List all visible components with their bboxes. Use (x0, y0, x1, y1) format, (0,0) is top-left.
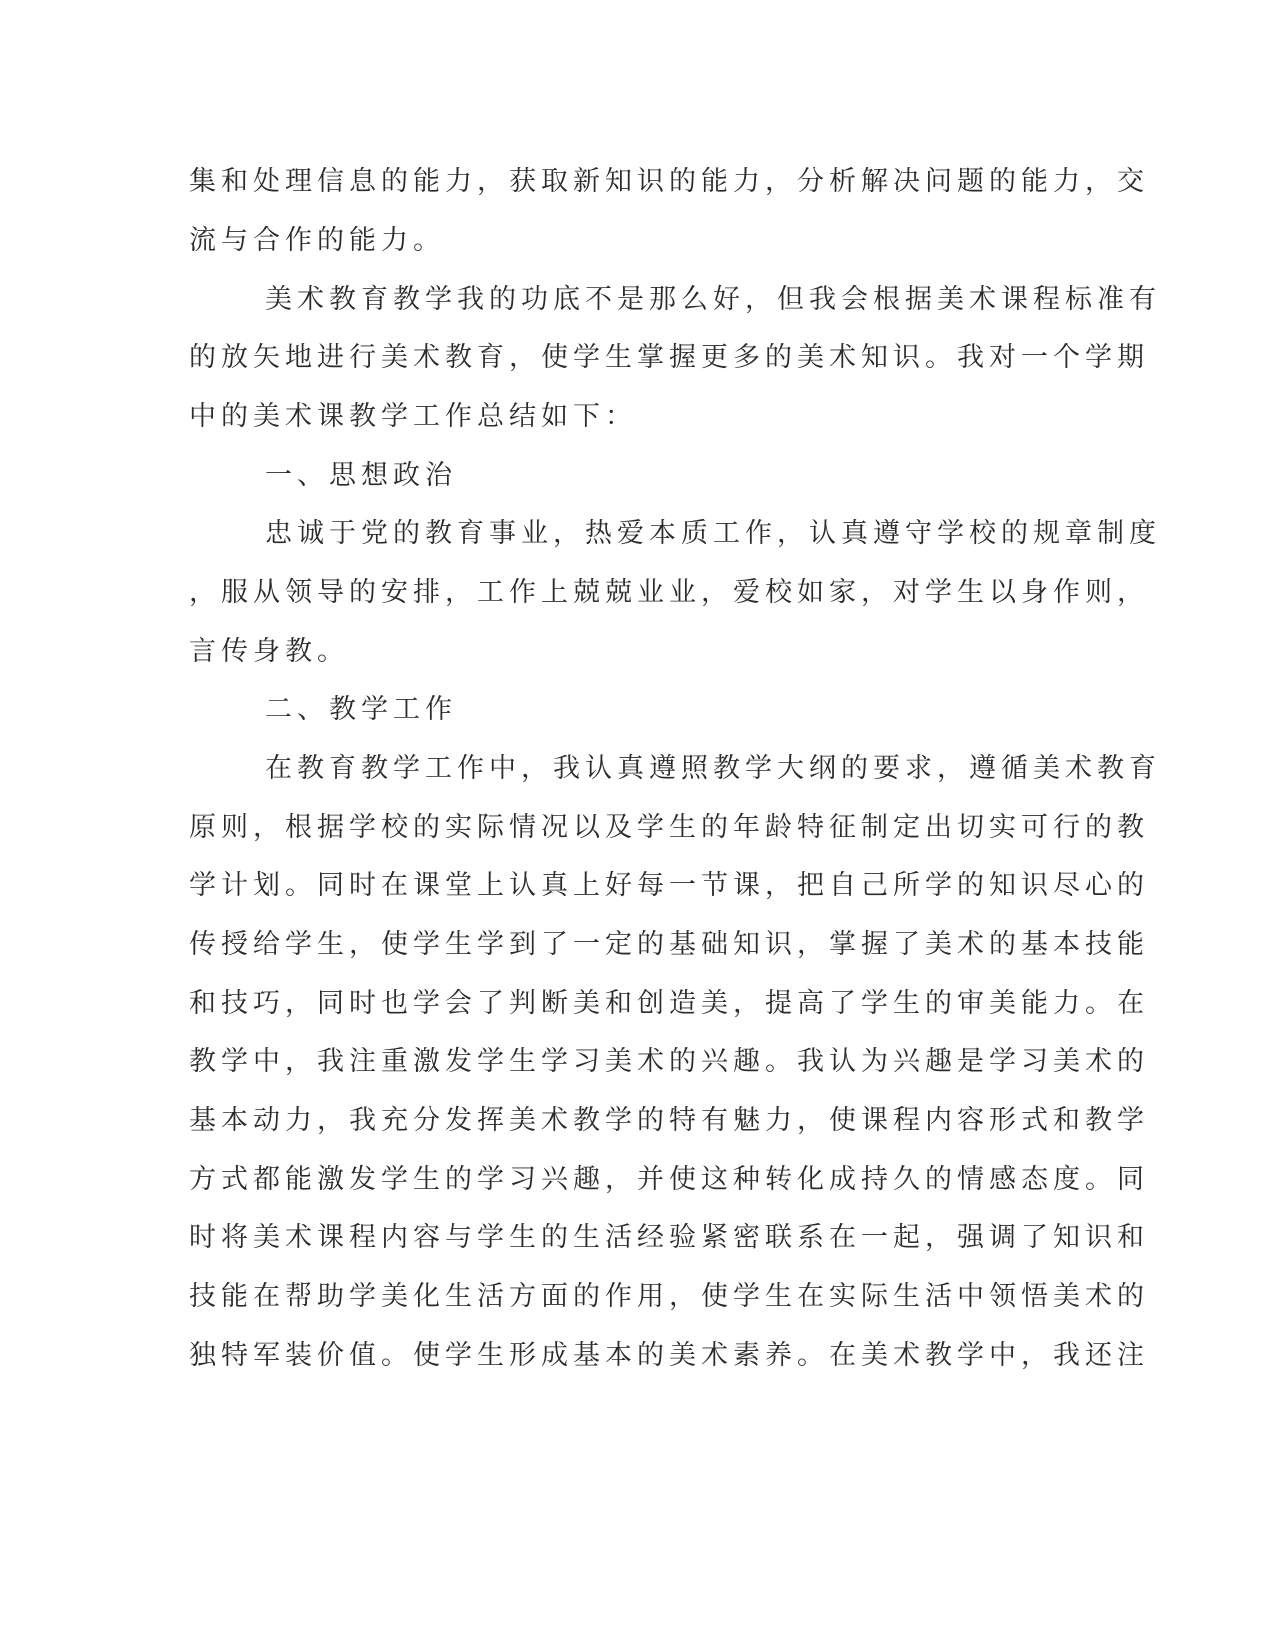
text-line: 中的美术课教学工作总结如下： (189, 401, 637, 432)
text-line: 技能在帮助学美化生活方面的作用，使学生在实际生活中领悟美术的 (189, 1281, 1149, 1312)
text-line: 集和处理信息的能力，获取新知识的能力，分析解决问题的能力，交 (189, 166, 1149, 197)
text-line: 在教育教学工作中，我认真遵照教学大纲的要求，遵循美术教育 (265, 753, 1161, 784)
text-line: 忠诚于党的教育事业，热爱本质工作，认真遵守学校的规章制度 (265, 518, 1161, 549)
text-line: 传授给学生，使学生学到了一定的基础知识，掌握了美术的基本技能 (189, 929, 1149, 960)
text-line: 原则，根据学校的实际情况以及学生的年龄特征制定出切实可行的教 (189, 812, 1149, 843)
text-line: 的放矢地进行美术教育，使学生掌握更多的美术知识。我对一个学期 (189, 342, 1149, 373)
text-line: 基本动力，我充分发挥美术教学的特有魅力，使课程内容形式和教学 (189, 1105, 1149, 1136)
text-line: 时将美术课程内容与学生的生活经验紧密联系在一起，强调了知识和 (189, 1222, 1149, 1253)
text-line: 美术教育教学我的功底不是那么好，但我会根据美术课程标准有 (265, 284, 1161, 315)
text-line: 独特军装价值。使学生形成基本的美术素养。在美术教学中，我还注 (189, 1340, 1149, 1371)
text-line: 和技巧，同时也学会了判断美和创造美，提高了学生的审美能力。在 (189, 988, 1149, 1019)
text-line: 流与合作的能力。 (189, 225, 445, 256)
section-heading: 一、思想政治 (265, 460, 457, 491)
text-line: 教学中，我注重激发学生学习美术的兴趣。我认为兴趣是学习美术的 (189, 1046, 1149, 1077)
text-line: 学计划。同时在课堂上认真上好每一节课，把自己所学的知识尽心的 (189, 870, 1149, 901)
text-line: ，服从领导的安排，工作上兢兢业业，爱校如家，对学生以身作则， (189, 577, 1149, 608)
section-heading: 二、教学工作 (265, 694, 457, 725)
text-line: 方式都能激发学生的学习兴趣，并使这种转化成持久的情感态度。同 (189, 1164, 1149, 1195)
text-line: 言传身教。 (189, 636, 349, 667)
